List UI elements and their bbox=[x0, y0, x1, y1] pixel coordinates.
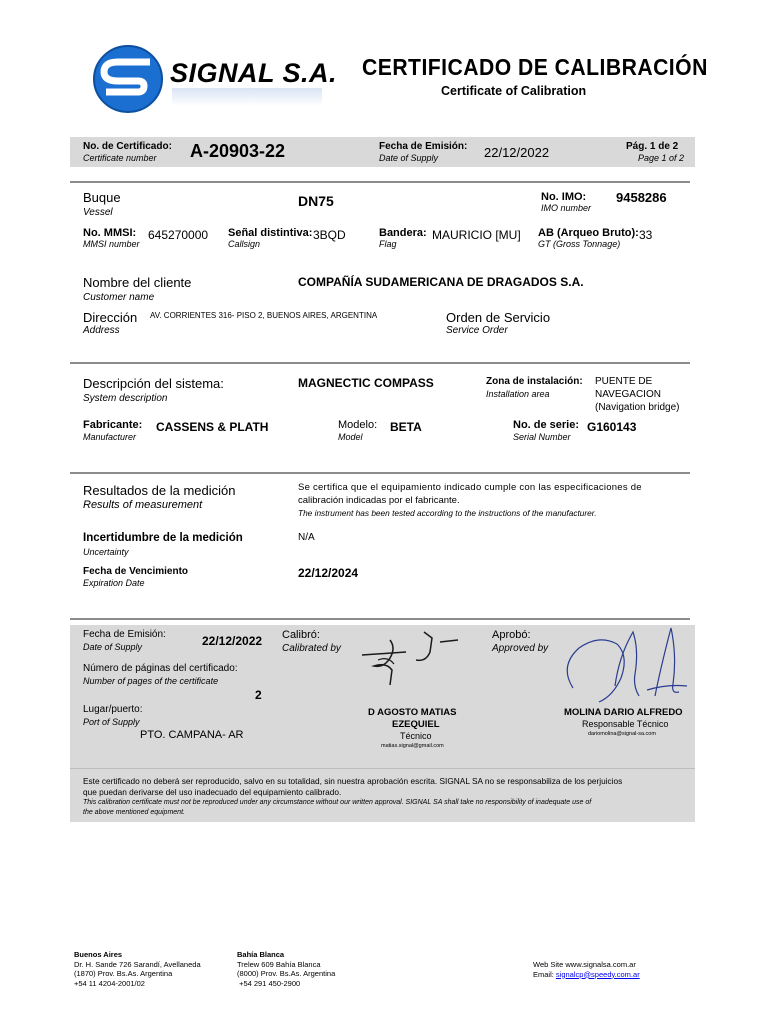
calibrated-by-label: Calibró: bbox=[282, 629, 320, 641]
gt-label: AB (Arqueo Bruto): bbox=[538, 227, 639, 239]
callsign-label: Señal distintiva: bbox=[228, 227, 313, 239]
calibrator-role: Técnico bbox=[400, 731, 432, 741]
service-order-sub: Service Order bbox=[446, 325, 508, 336]
divider bbox=[70, 472, 690, 474]
flag-label: Bandera: bbox=[379, 227, 427, 239]
pages-value: 2 bbox=[255, 688, 262, 702]
address-sub: Address bbox=[83, 325, 120, 336]
mmsi-value: 645270000 bbox=[148, 228, 209, 242]
footer-bb-title: Bahía Blanca bbox=[237, 950, 285, 959]
port-label: Lugar/puerto: bbox=[83, 704, 143, 715]
sign-issue-sub: Date of Supply bbox=[83, 642, 143, 652]
install-zone-value-2: NAVEGACION bbox=[595, 389, 661, 400]
disclaimer-es-1: Este certificado no deberá ser reproducido, salvo en su totalidad, sin nuestra aprobación escrita. SIGNAL SA no se responsabiliza de los perjuicios bbox=[83, 776, 623, 786]
service-order-label: Orden de Servicio bbox=[446, 310, 551, 325]
footer-website: Web Site www.signalsa.com.ar bbox=[533, 960, 636, 969]
imo-label: No. IMO: bbox=[541, 191, 587, 203]
certificate-subtitle: Certificate of Calibration bbox=[441, 84, 587, 98]
client-name-value: COMPAÑÍA SUDAMERICANA DE DRAGADOS S.A. bbox=[298, 275, 584, 289]
cert-no-label: No. de Certificado: bbox=[83, 141, 172, 152]
gt-sub: GT (Gross Tonnage) bbox=[538, 239, 621, 249]
vessel-value: DN75 bbox=[298, 193, 334, 209]
callsign-sub: Callsign bbox=[228, 239, 261, 249]
footer-buenos-aires bbox=[74, 950, 201, 988]
footer-bb-line1: Trelew 609 Bahía Blanca bbox=[237, 959, 321, 969]
issue-date-value: 22/12/2022 bbox=[484, 145, 550, 160]
serial-value: G160143 bbox=[587, 420, 637, 434]
footer-ba-line1: Dr. H. Sande 726 Sarandí, Avellaneda bbox=[74, 959, 201, 969]
uncertainty-sub: Uncertainty bbox=[83, 547, 129, 557]
calibrator-email: matias.signal@gmail.com bbox=[381, 743, 444, 749]
results-text-en: The instrument has been tested according to the instructions of the manufacturer. bbox=[298, 508, 597, 518]
install-zone-label: Zona de instalación: bbox=[486, 376, 583, 387]
client-name-label: Nombre del cliente bbox=[83, 275, 192, 290]
expiry-sub: Expiration Date bbox=[83, 578, 145, 588]
footer-ba-line3: +54 11 4204-2001/02 bbox=[74, 978, 145, 988]
install-zone-value-3: (Navigation bridge) bbox=[595, 402, 680, 413]
cert-no-value: A-20903-22 bbox=[190, 141, 286, 161]
calibrator-name-2: EZEQUIEL bbox=[392, 719, 440, 730]
port-value: PTO. CAMPANA- AR bbox=[140, 729, 244, 741]
approved-by-label: Aprobó: bbox=[492, 629, 531, 641]
approved-by-sub: Approved by bbox=[492, 643, 549, 654]
results-text-2: calibración indicadas por el fabricante. bbox=[298, 495, 460, 506]
serial-label: No. de serie: bbox=[513, 419, 580, 431]
issue-date-label: Fecha de Emisión: bbox=[379, 141, 468, 152]
certificate-title: CERTIFICADO DE CALIBRACIÓN bbox=[362, 54, 708, 80]
signal-logo-icon bbox=[92, 44, 164, 114]
manufacturer-value: CASSENS & PLATH bbox=[156, 420, 269, 434]
uncertainty-value: N/A bbox=[298, 532, 315, 543]
divider bbox=[70, 618, 690, 620]
pages-label: Número de páginas del certificado: bbox=[83, 663, 238, 674]
footer-ba-title: Buenos Aires bbox=[74, 950, 123, 959]
vessel-sub: Vessel bbox=[83, 207, 113, 218]
install-zone-value-1: PUENTE DE bbox=[595, 376, 653, 387]
issue-date-sub: Date of Supply bbox=[379, 153, 439, 163]
vessel-label: Buque bbox=[83, 190, 121, 205]
page-sub: Page 1 of 2 bbox=[638, 153, 685, 163]
approver-email: dariomolina@signal-sa.com bbox=[588, 731, 656, 737]
serial-sub: Serial Number bbox=[513, 432, 571, 442]
footer-ba-line2: (1870) Prov. Bs.As. Argentina bbox=[74, 969, 173, 978]
disclaimer-es-2: que puedan derivarse del uso inadecuado del equipamiento calibrado. bbox=[83, 787, 342, 797]
install-zone-sub: Installation area bbox=[486, 389, 550, 399]
imo-sub: IMO number bbox=[541, 203, 592, 213]
divider bbox=[70, 181, 690, 183]
mmsi-sub: MMSI number bbox=[83, 239, 140, 249]
pages-sub: Number of pages of the certificate bbox=[83, 676, 219, 686]
model-sub: Model bbox=[338, 432, 363, 442]
model-value: BETA bbox=[390, 420, 422, 434]
footer-email-label: Email: bbox=[533, 969, 556, 979]
approver-role: Responsable Técnico bbox=[582, 719, 669, 729]
system-desc-sub: System description bbox=[83, 393, 168, 404]
sign-issue-label: Fecha de Emisión: bbox=[83, 629, 166, 640]
company-name-reflection bbox=[172, 88, 322, 106]
callsign-value: 3BQD bbox=[313, 228, 346, 242]
client-name-sub: Customer name bbox=[83, 292, 155, 303]
divider bbox=[70, 362, 690, 364]
results-label: Resultados de la medición bbox=[83, 483, 236, 498]
results-text-1: Se certifica que el equipamiento indicado cumple con las especificaciones de bbox=[298, 482, 642, 493]
imo-value: 9458286 bbox=[616, 190, 667, 205]
port-sub: Port of Supply bbox=[83, 717, 140, 727]
footer-email-link[interactable]: signalcp@speedy.com.ar bbox=[555, 969, 640, 979]
gt-value: 33 bbox=[639, 228, 653, 242]
footer-email-row bbox=[533, 970, 640, 980]
sign-issue-value: 22/12/2022 bbox=[202, 634, 263, 648]
footer-bb-line2: (8000) Prov. Bs.As. Argentina bbox=[237, 969, 336, 978]
flag-value: MAURICIO [MU] bbox=[432, 228, 521, 242]
uncertainty-label: Incertidumbre de la medición bbox=[83, 532, 243, 544]
approver-name: MOLINA DARIO ALFREDO bbox=[564, 707, 683, 718]
calibrator-signature-icon bbox=[350, 630, 470, 690]
manufacturer-label: Fabricante: bbox=[83, 419, 143, 431]
company-name: SIGNAL S.A. bbox=[170, 58, 338, 88]
expiry-value: 22/12/2024 bbox=[298, 566, 359, 580]
model-label: Modelo: bbox=[338, 419, 378, 431]
footer-contact bbox=[533, 960, 640, 979]
results-sub: Results of measurement bbox=[83, 499, 203, 511]
cert-no-sub: Certificate number bbox=[83, 153, 157, 163]
disclaimer-en-2: the above mentioned equipment. bbox=[83, 809, 185, 816]
address-value: AV. CORRIENTES 316- PISO 2, BUENOS AIRES, ARGENTINA bbox=[150, 311, 378, 320]
manufacturer-sub: Manufacturer bbox=[83, 432, 137, 442]
system-desc-label: Descripción del sistema: bbox=[83, 376, 224, 391]
address-label: Dirección bbox=[83, 310, 138, 325]
calibrated-by-sub: Calibrated by bbox=[282, 643, 341, 654]
approver-signature-icon bbox=[555, 626, 695, 706]
disclaimer-en-1: This calibration certificate must not be reproduced under any circumstance without our written approval. SIGNAL SA shall take no responsibility of inadequate use of bbox=[83, 799, 592, 806]
system-desc-value: MAGNECTIC COMPASS bbox=[298, 376, 434, 390]
calibrator-name-1: D AGOSTO MATIAS bbox=[368, 707, 457, 718]
expiry-label: Fecha de Vencimiento bbox=[83, 566, 189, 577]
company-logo bbox=[92, 44, 338, 114]
mmsi-label: No. MMSI: bbox=[83, 227, 137, 239]
flag-sub: Flag bbox=[379, 239, 397, 249]
footer-bb-line3: +54 291 450-2900 bbox=[237, 978, 301, 988]
signature-separator bbox=[70, 768, 695, 769]
page-label: Pág. 1 de 2 bbox=[626, 141, 679, 152]
footer-bahia-blanca bbox=[237, 950, 335, 988]
